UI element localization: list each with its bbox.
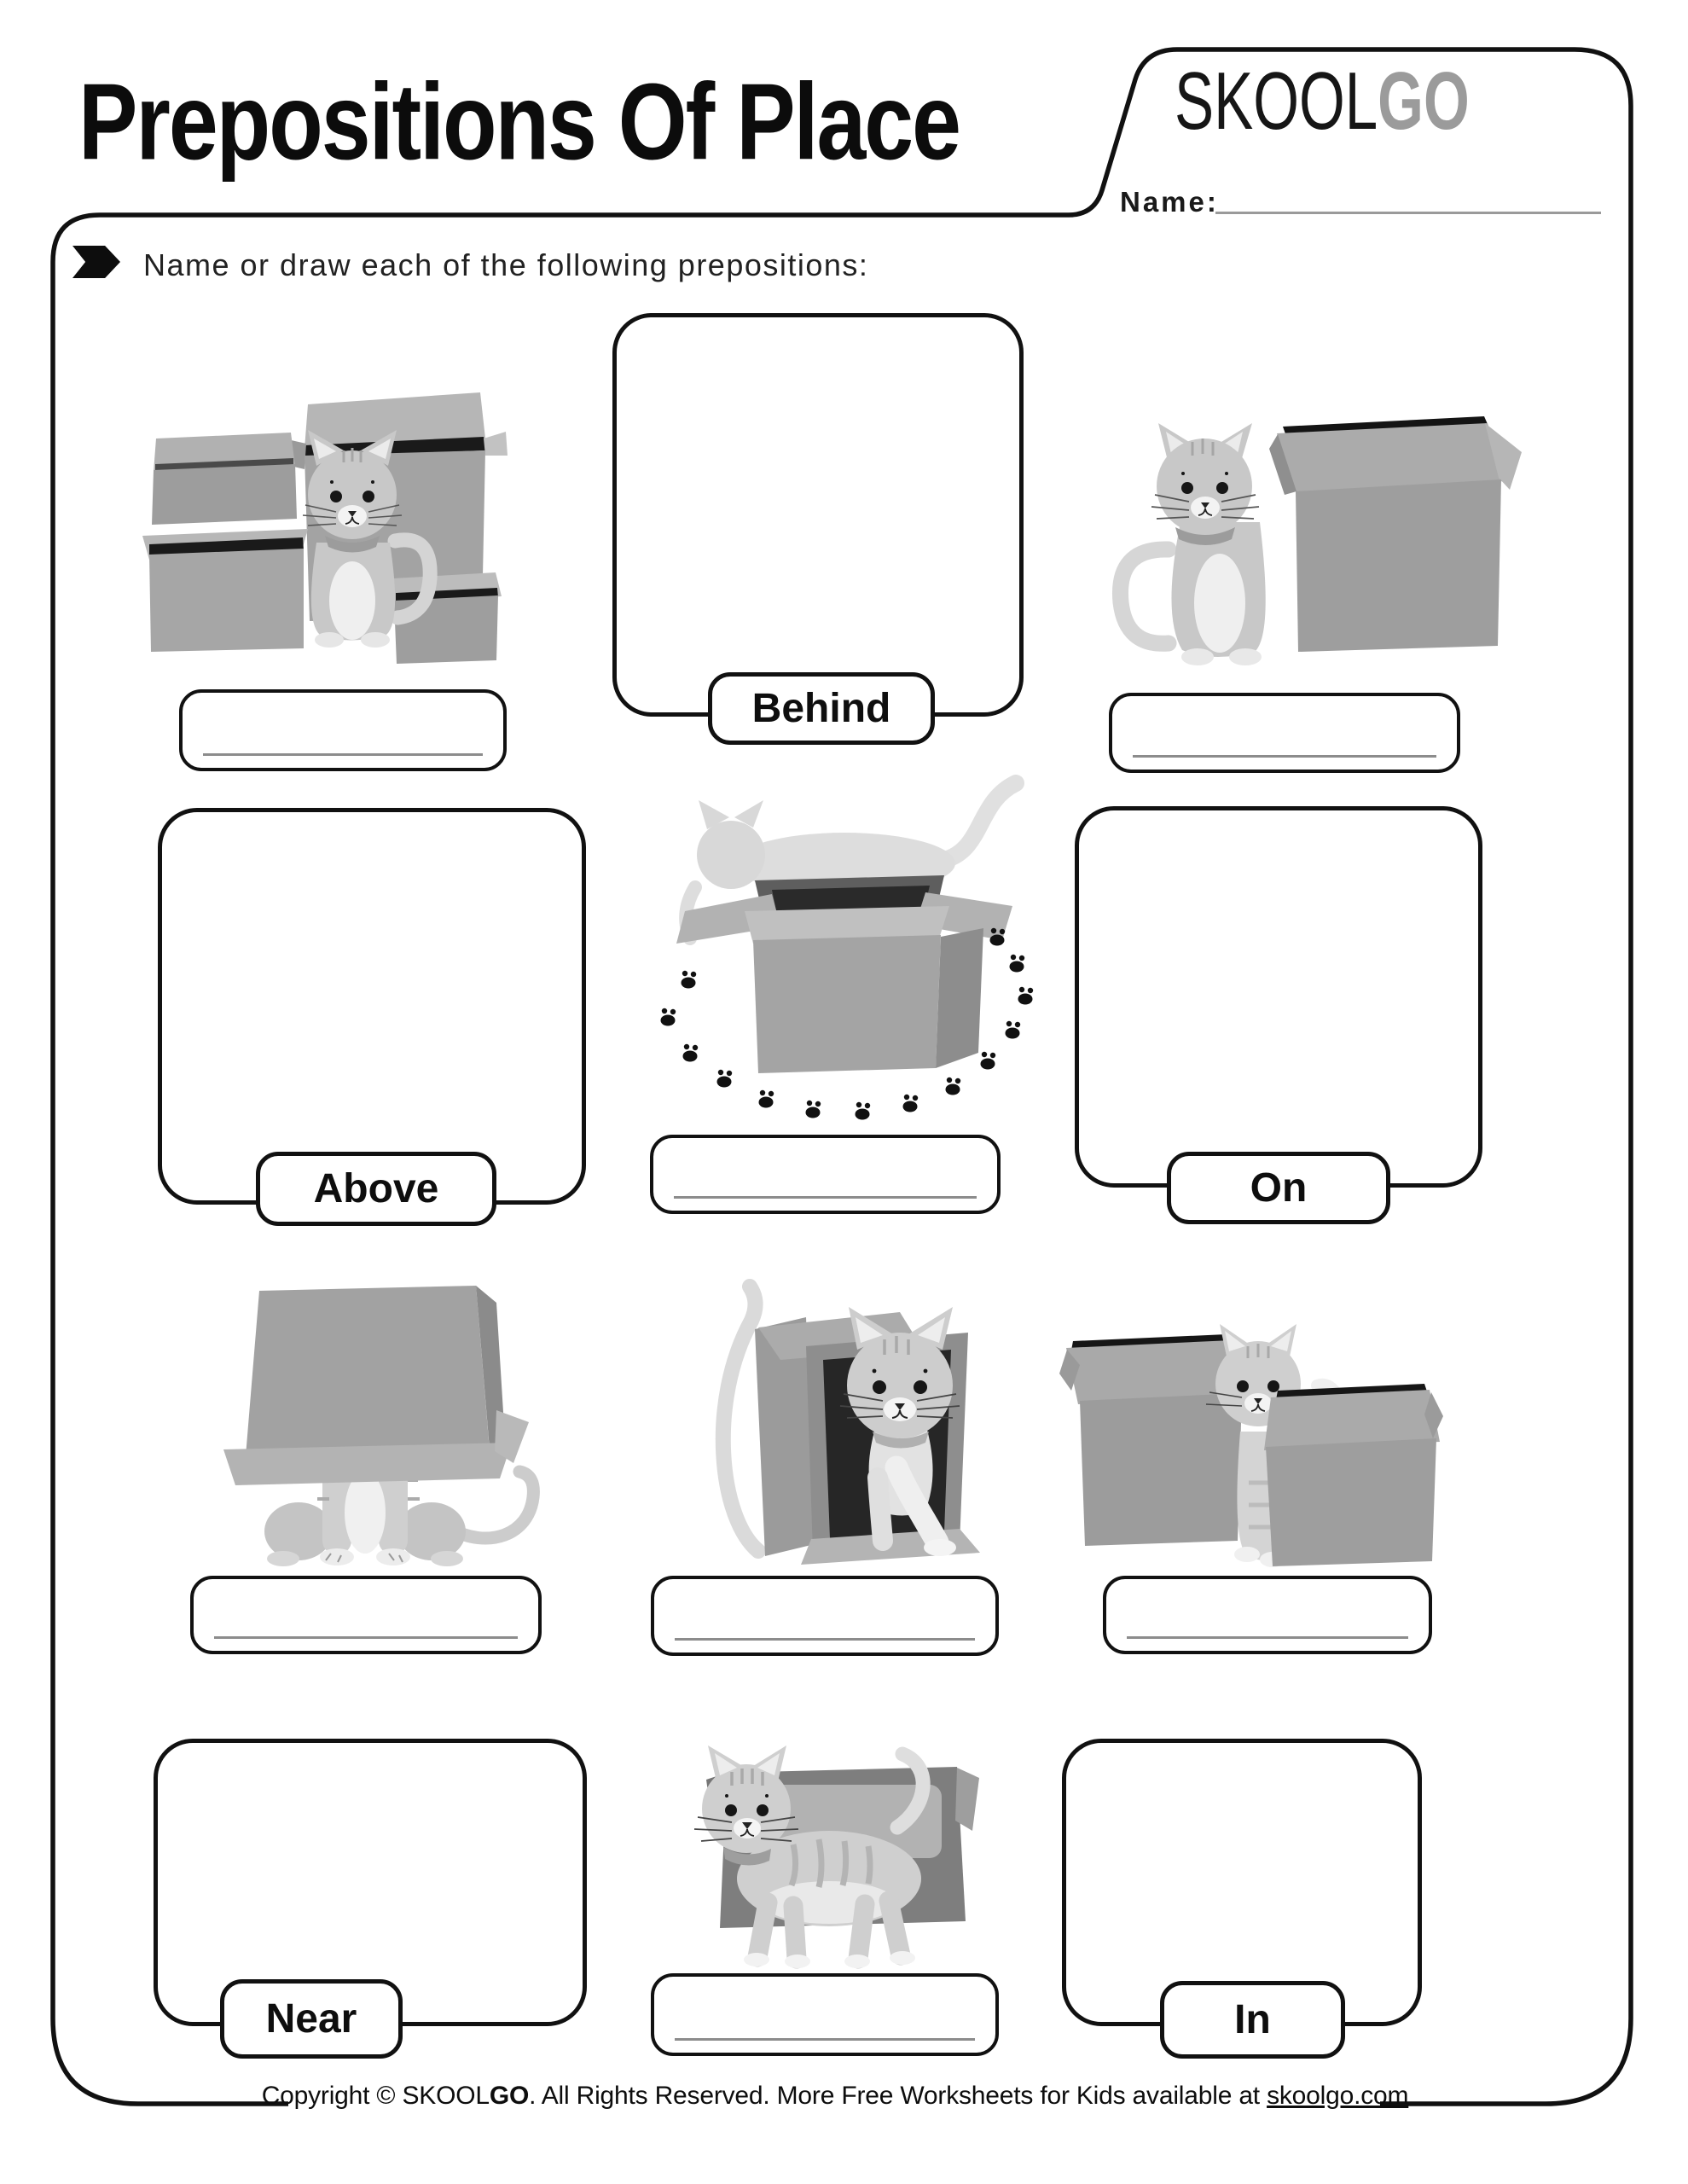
label-behind [708,672,935,745]
answer-box[interactable] [650,1135,1001,1214]
label-on-text: On [1250,1165,1308,1211]
footer-copyright [0,2082,1670,2111]
answer-box[interactable] [651,1576,999,1656]
brand-logo [1175,55,1470,148]
footer-link[interactable]: skoolgo.com [1267,2082,1409,2110]
label-above-text: Above [313,1166,439,1211]
cat-in-front-of-box-illustration [682,1732,985,1971]
answer-line [1133,755,1436,758]
answer-line [675,1638,975,1641]
answer-line [203,753,483,756]
cat-around-box-pawprints-illustration [644,768,1053,1133]
answer-box[interactable] [179,689,507,771]
answer-box[interactable] [1103,1576,1432,1654]
cat-out-of-box-illustration [676,1269,1045,1572]
draw-box-on[interactable] [1075,806,1482,1188]
answer-line [675,2038,975,2041]
footer-copyright-pre: Copyright © SKOOL [261,2082,490,2110]
name-input-line[interactable] [1215,179,1601,214]
label-near-text: Near [265,1996,357,2042]
cat-beside-box-illustration [1102,386,1533,684]
page-title: Prepositions Of Place [78,62,960,183]
label-near [220,1979,403,2059]
label-in-text: In [1234,1997,1271,2042]
answer-line [674,1196,977,1199]
cat-under-box-illustration [194,1284,540,1574]
label-in [1160,1981,1345,2059]
draw-box-behind[interactable] [612,313,1024,717]
answer-box[interactable] [190,1576,542,1654]
footer-copyright-post: . All Rights Reserved. More Free Worksheets for Kids available at [529,2082,1267,2110]
answer-box[interactable] [1109,693,1460,773]
cat-between-boxes-illustration [1059,1312,1443,1568]
footer-copyright-bold: GO [489,2082,530,2110]
instruction-text: Name or draw each of the following prepositions: [143,247,869,282]
answer-box[interactable] [651,1973,999,2056]
name-label: Name: [1120,186,1219,218]
answer-line [1127,1636,1408,1639]
brand-logo-go: GO [1378,55,1470,147]
cat-among-boxes-illustration [141,360,508,684]
label-above [256,1152,496,1226]
label-on [1167,1152,1390,1224]
label-behind-text: Behind [751,686,891,731]
answer-line [214,1636,518,1639]
draw-box-above[interactable] [158,808,586,1205]
brand-logo-skool: SKOOL [1175,55,1378,147]
